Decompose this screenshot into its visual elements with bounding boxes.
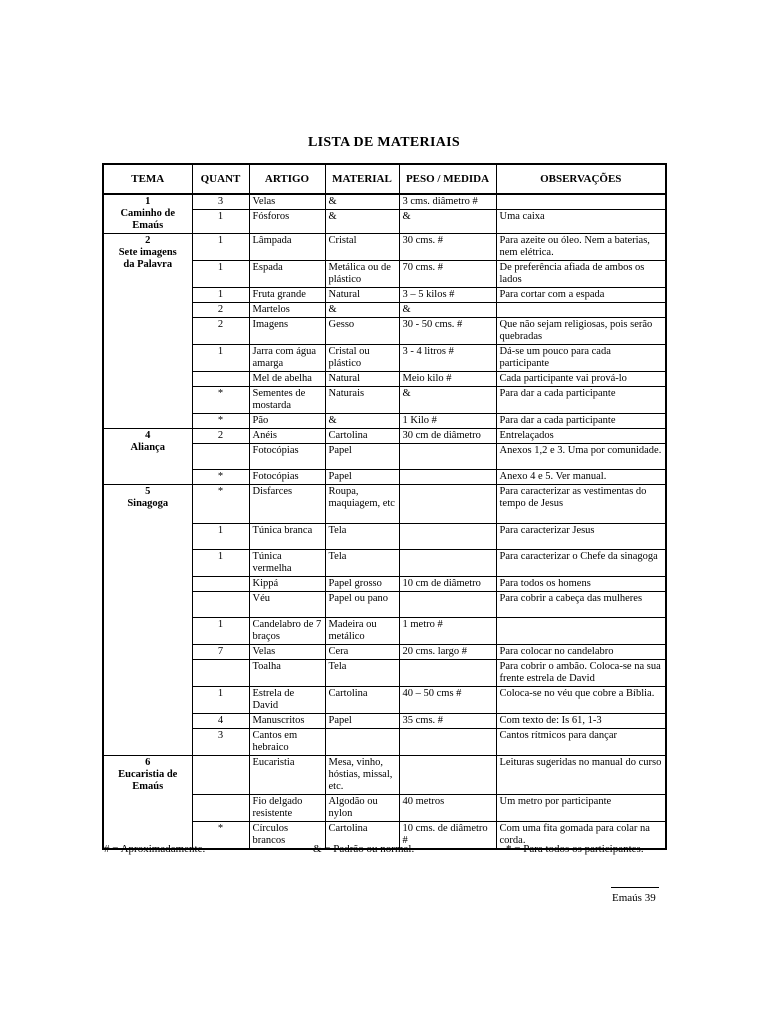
quant-cell: 1 [192,687,249,714]
peso-cell: 70 cms. # [399,261,496,288]
peso-cell [399,592,496,618]
table-row [103,429,666,444]
peso-cell [399,660,496,687]
peso-cell: & [399,210,496,234]
peso-cell: 20 cms. largo # [399,645,496,660]
page-number-rule [611,887,659,888]
material-cell: Madeira ou metálico [325,618,399,645]
quant-cell: 1 [192,618,249,645]
table-row [103,234,666,261]
table-body [103,194,666,849]
observacoes-cell: Coloca-se no véu que cobre a Bíblia. [496,687,666,714]
observacoes-cell: Para caracterizar o Chefe da sinagoga [496,550,666,577]
peso-cell: 40 metros [399,795,496,822]
peso-cell [399,550,496,577]
artigo-cell: Kippá [249,577,325,592]
table-row [103,485,666,524]
artigo-cell: Espada [249,261,325,288]
observacoes-cell: Dá-se um pouco para cada participante [496,345,666,372]
tema-cell: 4 Aliança [103,429,192,485]
material-cell: Natural [325,288,399,303]
quant-cell: 1 [192,261,249,288]
peso-cell: 30 cm de diâmetro [399,429,496,444]
quant-cell: 2 [192,429,249,444]
peso-cell: & [399,303,496,318]
artigo-cell: Imagens [249,318,325,345]
material-cell: Roupa, maquiagem, etc [325,485,399,524]
observacoes-cell: Que não sejam religiosas, pois serão quebradas [496,318,666,345]
peso-cell: Meio kilo # [399,372,496,387]
observacoes-cell: Para azeite ou óleo. Nem a baterias, nem elétrica. [496,234,666,261]
observacoes-cell: Para todos os homens [496,577,666,592]
observacoes-cell: Cada participante vai prová-lo [496,372,666,387]
quant-cell: * [192,414,249,429]
quant-cell: 4 [192,714,249,729]
observacoes-cell: Um metro por participante [496,795,666,822]
material-cell: Papel ou pano [325,592,399,618]
material-cell: Papel grosso [325,577,399,592]
artigo-cell: Túnica branca [249,524,325,550]
header-peso-medida: PESO / MEDIDA [399,164,496,194]
material-cell: Tela [325,550,399,577]
quant-cell: 1 [192,524,249,550]
material-cell: Papel [325,470,399,485]
artigo-cell: Fotocópias [249,470,325,485]
artigo-cell: Véu [249,592,325,618]
observacoes-cell: Com texto de: Is 61, 1-3 [496,714,666,729]
header-artigo: ARTIGO [249,164,325,194]
quant-cell: * [192,387,249,414]
material-cell: Cristal ou plástico [325,345,399,372]
peso-cell: 3 cms. diâmetro # [399,194,496,210]
observacoes-cell: Com uma fita gomada para colar na corda. [496,822,666,850]
material-cell: Natural [325,372,399,387]
table-row [103,194,666,210]
observacoes-cell: Para caracterizar as vestimentas do tempo de Jesus [496,485,666,524]
quant-cell: 1 [192,345,249,372]
observacoes-cell: Entrelaçados [496,429,666,444]
quant-cell: 3 [192,729,249,756]
quant-cell [192,756,249,795]
peso-cell: 1 Kilo # [399,414,496,429]
quant-cell [192,795,249,822]
material-cell: Cartolina [325,822,399,850]
artigo-cell: Jarra com água amarga [249,345,325,372]
header-observacoes: OBSERVAÇÕES [496,164,666,194]
artigo-cell: Manuscritos [249,714,325,729]
peso-cell: 40 – 50 cms # [399,687,496,714]
materials-table [102,163,667,850]
artigo-cell: Sementes de mostarda [249,387,325,414]
tema-cell: 6 Eucaristia de Emaús [103,756,192,850]
observacoes-cell: De preferência afiada de ambos os lados [496,261,666,288]
table-row [103,756,666,795]
artigo-cell: Mel de abelha [249,372,325,387]
observacoes-cell: Para colocar no candelabro [496,645,666,660]
artigo-cell: Disfarces [249,485,325,524]
quant-cell: 1 [192,550,249,577]
material-cell: Metálica ou de plástico [325,261,399,288]
peso-cell [399,485,496,524]
tema-cell: 5 Sinagoga [103,485,192,756]
observacoes-cell: Anexo 4 e 5. Ver manual. [496,470,666,485]
material-cell: & [325,210,399,234]
quant-cell: * [192,470,249,485]
quant-cell: * [192,822,249,850]
peso-cell: 10 cms. de diâmetro # [399,822,496,850]
peso-cell: & [399,387,496,414]
artigo-cell: Velas [249,194,325,210]
tema-cell: 1 Caminho de Emaús [103,194,192,234]
quant-cell [192,592,249,618]
footnote-amp: & = Padrão ou normal. [313,843,415,855]
artigo-cell: Túnica vermelha [249,550,325,577]
peso-cell: 3 - 4 litros # [399,345,496,372]
artigo-cell: Fósforos [249,210,325,234]
observacoes-cell: Para cobrir o ambão. Coloca-se na sua frente estrela de David [496,660,666,687]
material-cell: & [325,303,399,318]
artigo-cell: Lâmpada [249,234,325,261]
observacoes-cell: Uma caixa [496,210,666,234]
quant-cell [192,660,249,687]
material-cell: Cera [325,645,399,660]
artigo-cell: Círculos brancos [249,822,325,850]
artigo-cell: Toalha [249,660,325,687]
observacoes-cell [496,194,666,210]
material-cell: Papel [325,714,399,729]
observacoes-cell: Cantos rítmicos para dançar [496,729,666,756]
artigo-cell: Fotocópias [249,444,325,470]
peso-cell [399,470,496,485]
material-cell: Tela [325,660,399,687]
artigo-cell: Eucaristia [249,756,325,795]
observacoes-cell [496,618,666,645]
material-cell: Cristal [325,234,399,261]
observacoes-cell: Leituras sugeridas no manual do curso [496,756,666,795]
material-cell: Algodão ou nylon [325,795,399,822]
quant-cell [192,577,249,592]
material-cell: Gesso [325,318,399,345]
material-cell: Tela [325,524,399,550]
artigo-cell: Fruta grande [249,288,325,303]
quant-cell [192,444,249,470]
observacoes-cell: Para dar a cada participante [496,414,666,429]
observacoes-cell: Para dar a cada participante [496,387,666,414]
header-tema: TEMA [103,164,192,194]
artigo-cell: Pão [249,414,325,429]
observacoes-cell: Para cortar com a espada [496,288,666,303]
peso-cell: 3 – 5 kilos # [399,288,496,303]
header-material: MATERIAL [325,164,399,194]
material-cell: Mesa, vinho, hóstias, missal, etc. [325,756,399,795]
quant-cell: 2 [192,318,249,345]
page-number: Emaús 39 [612,892,656,904]
peso-cell [399,729,496,756]
observacoes-cell: Para cobrir a cabeça das mulheres [496,592,666,618]
artigo-cell: Estrela de David [249,687,325,714]
material-cell: Papel [325,444,399,470]
footnote-star: * = Para todos os participantes. [506,843,644,855]
peso-cell: 35 cms. # [399,714,496,729]
material-cell: Naturais [325,387,399,414]
observacoes-cell: Para caracterizar Jesus [496,524,666,550]
footnote-hash: # = Aproximadamente. [104,843,206,855]
quant-cell: 7 [192,645,249,660]
material-cell [325,729,399,756]
quant-cell: 1 [192,288,249,303]
header-quant: QUANT [192,164,249,194]
quant-cell [192,372,249,387]
peso-cell [399,524,496,550]
peso-cell [399,444,496,470]
material-cell: Cartolina [325,687,399,714]
observacoes-cell [496,303,666,318]
quant-cell: 1 [192,234,249,261]
quant-cell: 2 [192,303,249,318]
peso-cell: 1 metro # [399,618,496,645]
page-title: LISTA DE MATERIAIS [308,135,460,150]
artigo-cell: Anéis [249,429,325,444]
peso-cell: 30 cms. # [399,234,496,261]
quant-cell: * [192,485,249,524]
peso-cell [399,756,496,795]
artigo-cell: Cantos em hebraico [249,729,325,756]
observacoes-cell: Anexos 1,2 e 3. Uma por comunidade. [496,444,666,470]
tema-cell: 2 Sete imagens da Palavra [103,234,192,429]
material-cell: & [325,194,399,210]
quant-cell: 1 [192,210,249,234]
artigo-cell: Fio delgado resistente [249,795,325,822]
material-cell: Cartolina [325,429,399,444]
peso-cell: 10 cm de diâmetro [399,577,496,592]
material-cell: & [325,414,399,429]
artigo-cell: Candelabro de 7 braços [249,618,325,645]
peso-cell: 30 - 50 cms. # [399,318,496,345]
quant-cell: 3 [192,194,249,210]
header-row [103,164,666,194]
artigo-cell: Martelos [249,303,325,318]
artigo-cell: Velas [249,645,325,660]
